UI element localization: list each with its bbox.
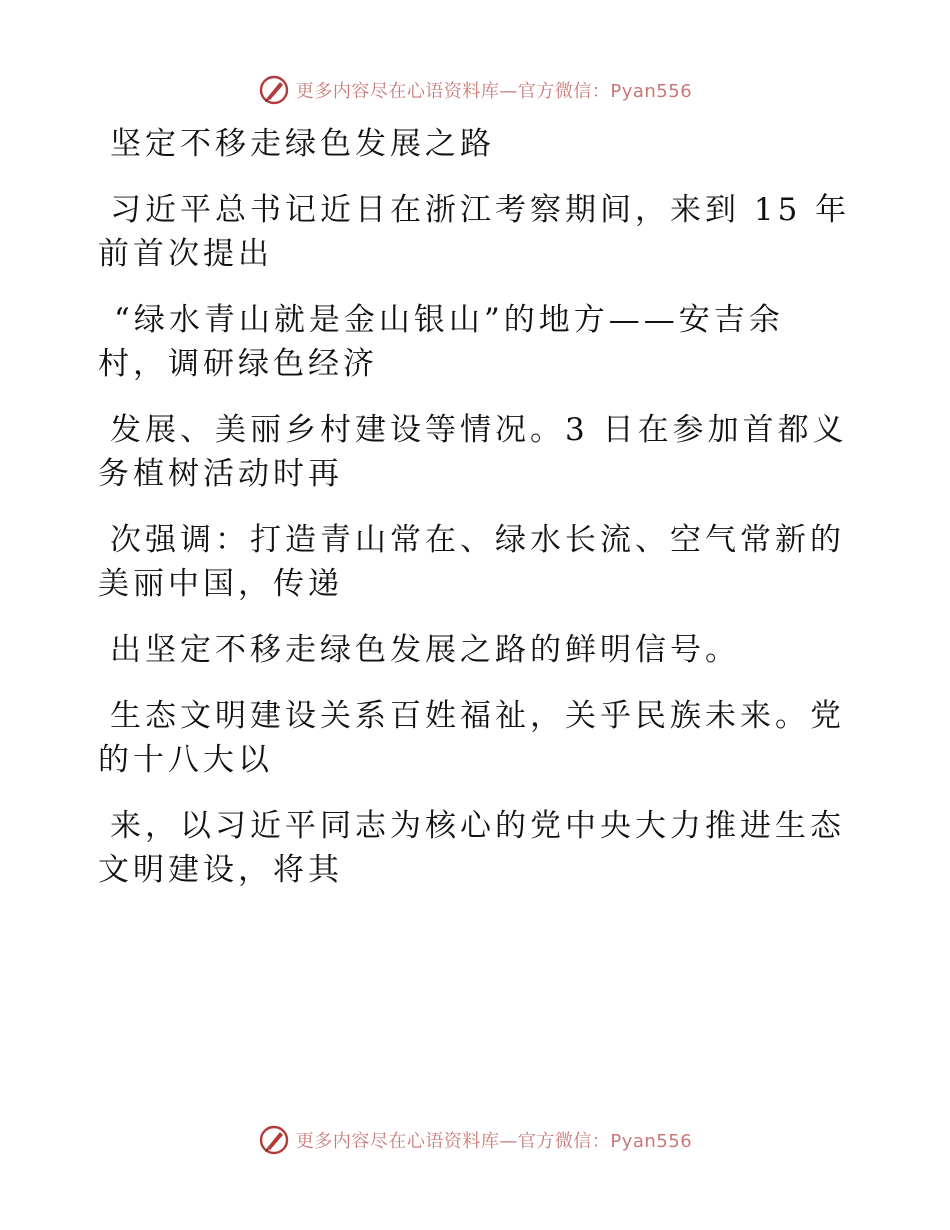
paragraph-line: 务植树活动时再 xyxy=(98,456,343,492)
quill-pen-logo-icon xyxy=(258,1124,290,1156)
paragraph xyxy=(98,804,845,892)
paragraph-line: 生态文明建设关系百姓福祉，关乎民族未来。党 xyxy=(110,698,845,734)
paragraph-line: 次强调：打造青山常在、绿水长流、空气常新的 xyxy=(110,522,845,558)
document-title xyxy=(98,122,838,166)
document-body xyxy=(98,122,851,914)
paragraph-line: 发展、美丽乡村建设等情况。3 日在参加首都义 xyxy=(110,412,848,448)
paragraph xyxy=(98,298,838,386)
paragraph-line: 美丽中国，传递 xyxy=(98,566,343,602)
paragraph-line: 文明建设，将其 xyxy=(98,852,343,888)
paragraph-line: “绿水青山就是金山银山”的地方——安吉余 xyxy=(114,302,784,338)
paragraph xyxy=(98,694,845,782)
paragraph-line: 出坚定不移走绿色发展之路的鲜明信号。 xyxy=(110,632,740,668)
footer-banner xyxy=(0,1120,950,1160)
header-banner xyxy=(0,70,950,110)
paragraph xyxy=(98,518,845,606)
paragraph-line: 村，调研绿色经济 xyxy=(98,346,378,382)
footer-banner-text: 更多内容尽在心语资料库—官方微信：Pyan556 xyxy=(295,1131,693,1152)
document-title-text: 坚定不移走绿色发展之路 xyxy=(110,126,495,162)
paragraph xyxy=(98,408,848,496)
paragraph-line: 习近平总书记近日在浙江考察期间，来到 15 年 xyxy=(110,192,851,228)
quill-pen-logo-icon xyxy=(258,74,290,106)
header-banner-text: 更多内容尽在心语资料库—官方微信：Pyan556 xyxy=(295,81,693,102)
paragraph-line: 来，以习近平同志为核心的党中央大力推进生态 xyxy=(110,808,845,844)
paragraph xyxy=(98,188,851,276)
paragraph-line: 的十八大以 xyxy=(98,742,273,778)
paragraph xyxy=(98,628,838,672)
paragraph-line: 前首次提出 xyxy=(98,236,273,272)
